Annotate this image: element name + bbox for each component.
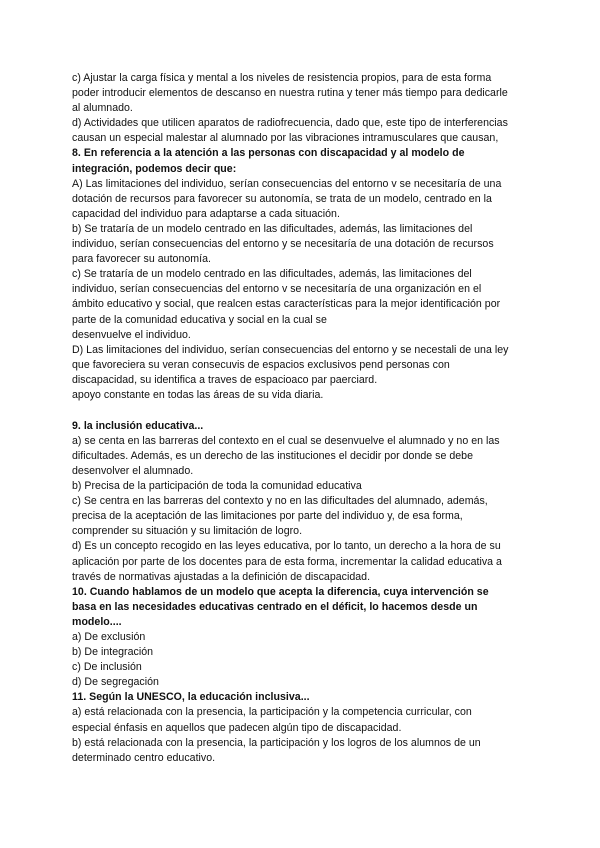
question-8-option: para favorecer su autonomía. xyxy=(72,253,211,266)
question-11-option: especial énfasis en aquellos que padecen algún tipo de discapacidad. xyxy=(72,721,402,734)
question-9-option: d) Es un concepto recogido en las leyes educativa, por lo tanto, un derecho a la hora de su xyxy=(72,540,501,553)
question-10-option: b) De integración xyxy=(72,646,154,659)
question-8-title: 8. En referencia a la atención a las personas con discapacidad y al modelo de xyxy=(72,147,465,160)
question-9-option: a) se centa en las barreras del contexto en el cual se desenvuelve el alumnado y no en las xyxy=(72,434,500,447)
question-8-option: individuo, serían consecuencias del entorno y se necesitaría de una dotación de recursos xyxy=(72,238,494,251)
question-11-option: determinado centro educativo. xyxy=(72,751,216,764)
question-9-option: aplicación por parte de los docentes para de esta forma, incrementar la calidad educativa a xyxy=(72,555,502,568)
question-8-option: apoyo constante en todas las áreas de su vida diaria. xyxy=(72,388,324,401)
question-9 xyxy=(72,419,532,585)
question-9-option: desenvolver el alumnado. xyxy=(72,464,194,477)
question-10-option: a) De exclusión xyxy=(72,630,146,643)
paragraph-gap xyxy=(72,403,532,419)
question-8-option: desenvuelve el individuo. xyxy=(72,328,191,341)
text-line: d) Actividades que utilicen aparatos de radiofrecuencia, dado que, este tipo de interferencias xyxy=(72,117,508,130)
question-8-option: c) Se trataría de un modelo centrado en las dificultades, además, las limitaciones del xyxy=(72,268,472,281)
question-8-option: individuo, serían consecuencias del entorno v se necesitaría de una organización en el xyxy=(72,283,482,296)
document-page xyxy=(72,71,532,766)
question-8-option: que favoreciera su veran consecuvis de espacios exclusivos pend personas con xyxy=(72,358,450,371)
question-8 xyxy=(72,146,532,403)
question-9-option: través de normativas ajustadas a la definición de discapacidad. xyxy=(72,570,371,583)
question-11 xyxy=(72,690,532,765)
question-11-title: 11. Según la UNESCO, la educación inclusiva... xyxy=(72,691,310,704)
question-9-option: b) Precisa de la participación de toda la comunidad educativa xyxy=(72,480,362,493)
question-9-option: precisa de la aceptación de las limitaciones por parte del individuo y, de esa forma, xyxy=(72,510,463,523)
question-9-option: dificultades. Además, es un derecho de las instituciones el decidir por donde se debe xyxy=(72,449,473,462)
question-9-title: 9. la inclusión educativa... xyxy=(72,419,204,432)
question-8-option: parte de la comunidad educativa y social en la cual se xyxy=(72,313,327,326)
text-line: al alumnado. xyxy=(72,102,133,115)
question-10-title: modelo.... xyxy=(72,615,122,628)
question-11-option: b) está relacionada con la presencia, la participación y los logros de los alumnos de un xyxy=(72,736,481,749)
question-8-option: ámbito educativo y social, que realcen estas características para la mejor identificación por xyxy=(72,298,501,311)
text-line: causan un especial malestar al alumnado por las vibraciones intramusculares que causan, xyxy=(72,132,499,145)
question-9-option: c) Se centra en las barreras del contexto y no en las dificultades del alumnado, además, xyxy=(72,495,488,508)
question-8-option: A) Las limitaciones del individuo, serían consecuencias del entorno v se necesitaría de una xyxy=(72,177,502,190)
question-10-title: 10. Cuando hablamos de un modelo que acepta la diferencia, cuya intervención se xyxy=(72,585,489,598)
question-8-title: integración, podemos decir que: xyxy=(72,162,237,175)
question-10-title: basa en las necesidades educativas centrado en el déficit, lo hacemos desde un xyxy=(72,600,478,613)
text-line: poder introducir elementos de descanso en nuestra rutina y tener más tiempo para dedicarle xyxy=(72,87,508,100)
question-10-option: d) De segregación xyxy=(72,676,159,689)
question-8-option: capacidad del individuo para adaptarse a cada situación. xyxy=(72,207,340,220)
question-10 xyxy=(72,585,532,691)
question-8-option: D) Las limitaciones del individuo, serían consecuencias del entorno y se necestali de una ley xyxy=(72,343,509,356)
question-8-option: discapacidad, su identifica a traves de espacioaco par paerciard. xyxy=(72,373,378,386)
question-8-option: b) Se trataría de un modelo centrado en las dificultades, además, las limitaciones del xyxy=(72,222,473,235)
text-line: c) Ajustar la carga física y mental a los niveles de resistencia propios, para de esta forma xyxy=(72,72,492,84)
question-8-option: dotación de recursos para favorecer su autonomía, se trata de un modelo, centrado en la xyxy=(72,192,492,205)
question-9-option: comprender su situación y su limitación de logro. xyxy=(72,525,303,538)
question-11-option: a) está relacionada con la presencia, la participación y la competencia curricular, con xyxy=(72,706,472,719)
question-10-option: c) De inclusión xyxy=(72,661,142,674)
q7-remaining-options xyxy=(72,71,532,146)
